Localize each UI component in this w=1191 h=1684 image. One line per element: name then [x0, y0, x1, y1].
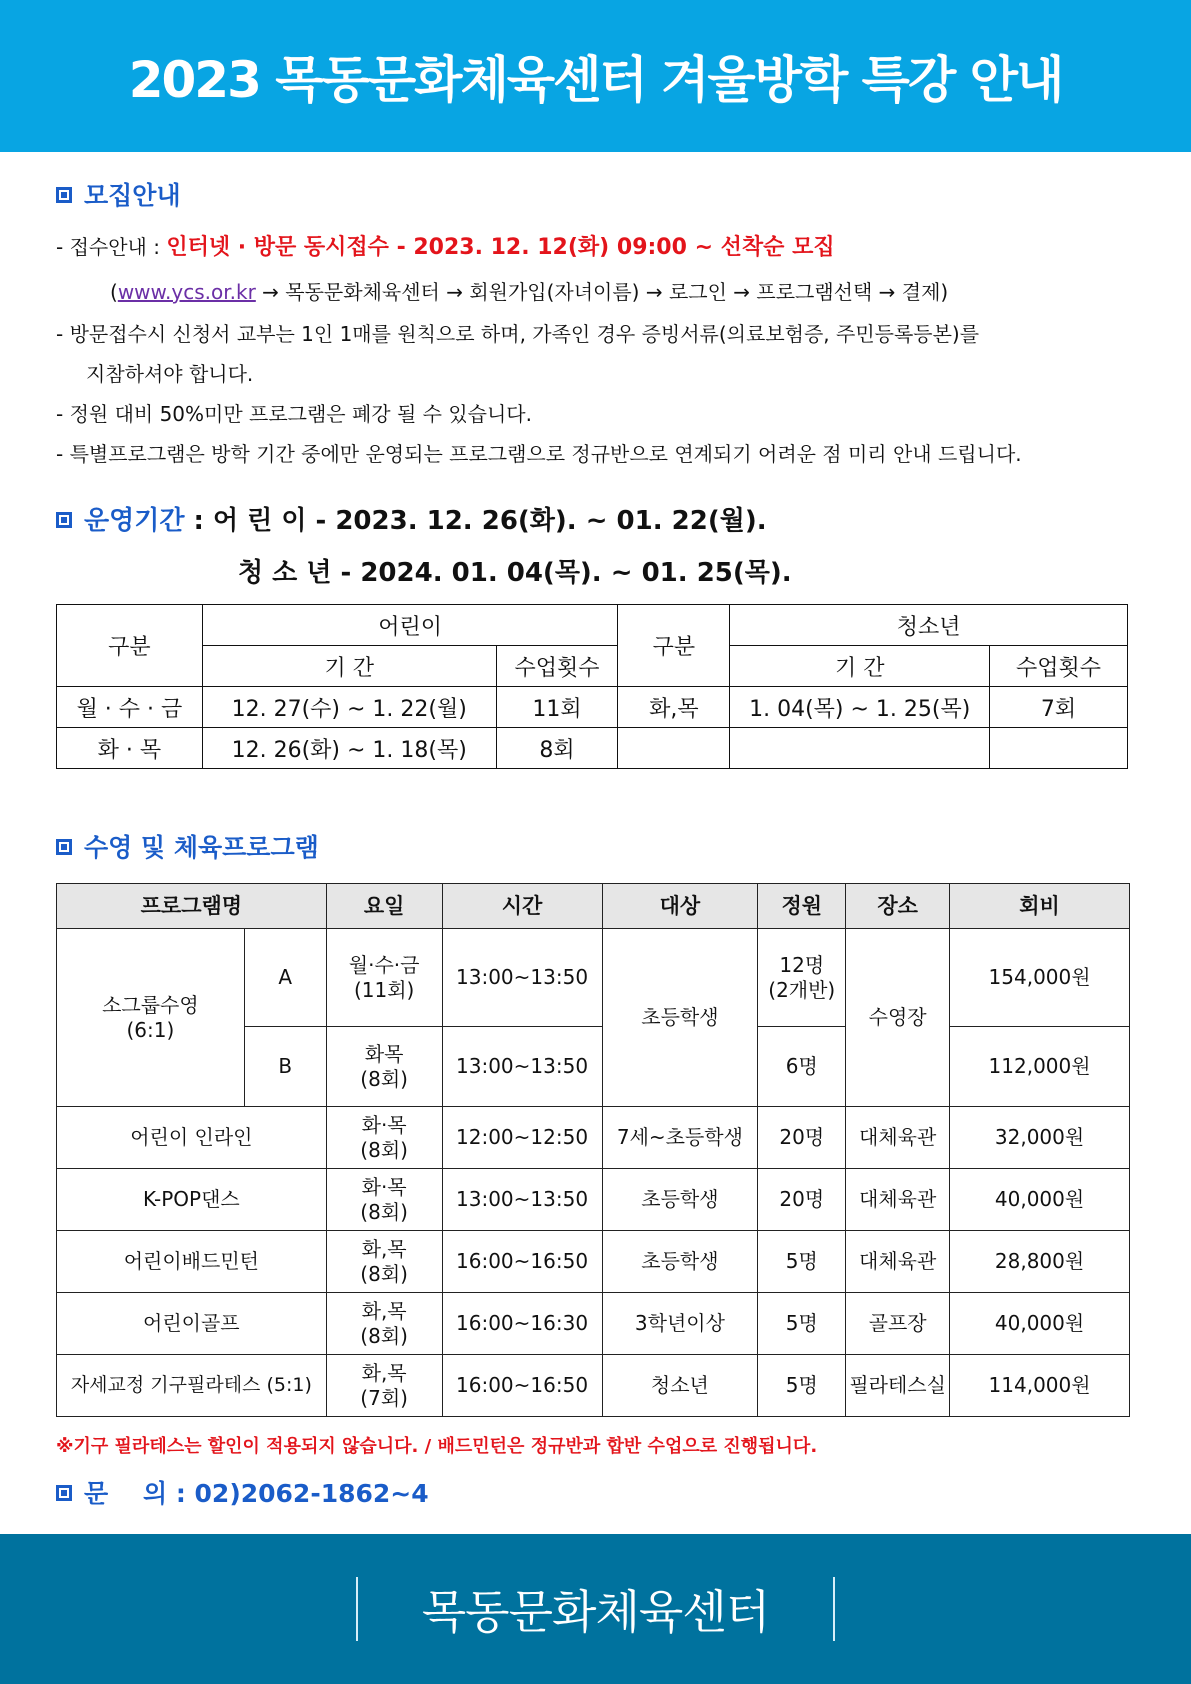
- table-row: 화 · 목 12. 26(화) ~ 1. 18(목) 8회: [57, 728, 1128, 769]
- programs-heading: 수영 및 체육프로그램: [56, 828, 319, 864]
- schedule-table: [56, 604, 1128, 769]
- table-row: K-POP댄스 화·목 (8회) 13:00~13:50 초등학생 20명 대체육관 40,000원: [57, 1169, 1130, 1231]
- period-teens: 청 소 년 - 2024. 01. 04(목). ~ 01. 25(목).: [238, 558, 792, 588]
- kids-sessions-header: 수업횟수: [496, 646, 618, 687]
- footer-center-name: 목동문화체육센터: [421, 1585, 770, 1639]
- teens-sessions-header: 수업횟수: [990, 646, 1128, 687]
- page-header: [0, 0, 1191, 152]
- table-row: 소그룹수영 (6:1) A 월·수·금 (11회) 13:00~13:50 초등학생 12명 (2개반) 수영장 154,000원: [57, 929, 1130, 1027]
- contact-line: 문 의 : 02)2062-1862~4: [56, 1474, 429, 1510]
- schedule-category-header: 구분: [57, 605, 203, 687]
- table-row: 월 · 수 · 금 12. 27(수) ~ 1. 22(월) 11회 화,목 1. 04(목) ~ 1. 25(목) 7회: [57, 687, 1128, 728]
- program-note: ※기구 필라테스는 할인이 적용되지 않습니다. / 배드민턴은 정규반과 합반 수업으로 진행됩니다.: [56, 1436, 818, 1457]
- swim-name: 소그룹수영 (6:1): [57, 929, 245, 1107]
- note-line-3: - 정원 대비 50%미만 프로그램은 폐강 될 수 있습니다.: [56, 402, 532, 426]
- square-bullet-icon: [56, 839, 72, 855]
- reception-line: - 접수안내 : 인터넷 · 방문 동시접수 - 2023. 12. 12(화) 09:00 ~ 선착순 모집: [56, 235, 835, 260]
- square-bullet-icon: [56, 187, 72, 203]
- website-link[interactable]: www.ycs.or.kr: [117, 280, 256, 304]
- programs-header-row: 프로그램명 요일 시간 대상 정원 장소 회비: [57, 884, 1130, 929]
- kids-header: 어린이: [202, 605, 618, 646]
- period-kids: 운영기간 : 어 린 이 - 2023. 12. 26(화). ~ 01. 22(월).: [56, 500, 767, 537]
- programs-table: [56, 883, 1130, 1417]
- table-row: 어린이 인라인 화·목 (8회) 12:00~12:50 7세~초등학생 20명 대체육관 32,000원: [57, 1107, 1130, 1169]
- signup-path: (www.ycs.or.kr → 목동문화체육센터 → 회원가입(자녀이름) → 로그인 → 프로그램선택 → 결제): [110, 280, 949, 304]
- teens-header: 청소년: [730, 605, 1128, 646]
- note-line-1: - 방문접수시 신청서 교부는 1인 1매를 원칙으로 하며, 가족인 경우 증빙서류(의료보험증, 주민등록등본)를: [56, 322, 980, 346]
- square-bullet-icon: [56, 1485, 72, 1501]
- note-line-4: - 특별프로그램은 방학 기간 중에만 운영되는 프로그램으로 정규반으로 연계되기 어려운 점 미리 안내 드립니다.: [56, 442, 1022, 466]
- table-row: 자세교정 기구필라테스 (5:1) 화,목 (7회) 16:00~16:50 청소년 5명 필라테스실 114,000원: [57, 1355, 1130, 1417]
- footer-divider-right: [833, 1577, 835, 1641]
- table-row: B 화목 (8회) 13:00~13:50 6명 112,000원: [57, 1027, 1130, 1107]
- schedule-category-header: 구분: [618, 605, 730, 687]
- kids-period-header: 기 간: [202, 646, 496, 687]
- note-line-2: 지참하셔야 합니다.: [86, 362, 254, 386]
- recruit-heading: 모집안내: [56, 176, 181, 212]
- contact-phone: 02)2062-1862~4: [194, 1479, 429, 1508]
- page-footer: [0, 1534, 1191, 1684]
- square-bullet-icon: [56, 512, 72, 528]
- page-title: 2023 목동문화체육센터 겨울방학 특강 안내: [128, 51, 1063, 109]
- teens-period-header: 기 간: [730, 646, 990, 687]
- table-row: 어린이배드민턴 화,목 (8회) 16:00~16:50 초등학생 5명 대체육관 28,800원: [57, 1231, 1130, 1293]
- footer-divider-left: [356, 1577, 358, 1641]
- table-row: 어린이골프 화,목 (8회) 16:00~16:30 3학년이상 5명 골프장 40,000원: [57, 1293, 1130, 1355]
- reception-highlight: 인터넷 · 방문 동시접수 - 2023. 12. 12(화) 09:00 ~ 선착순 모집: [166, 235, 835, 260]
